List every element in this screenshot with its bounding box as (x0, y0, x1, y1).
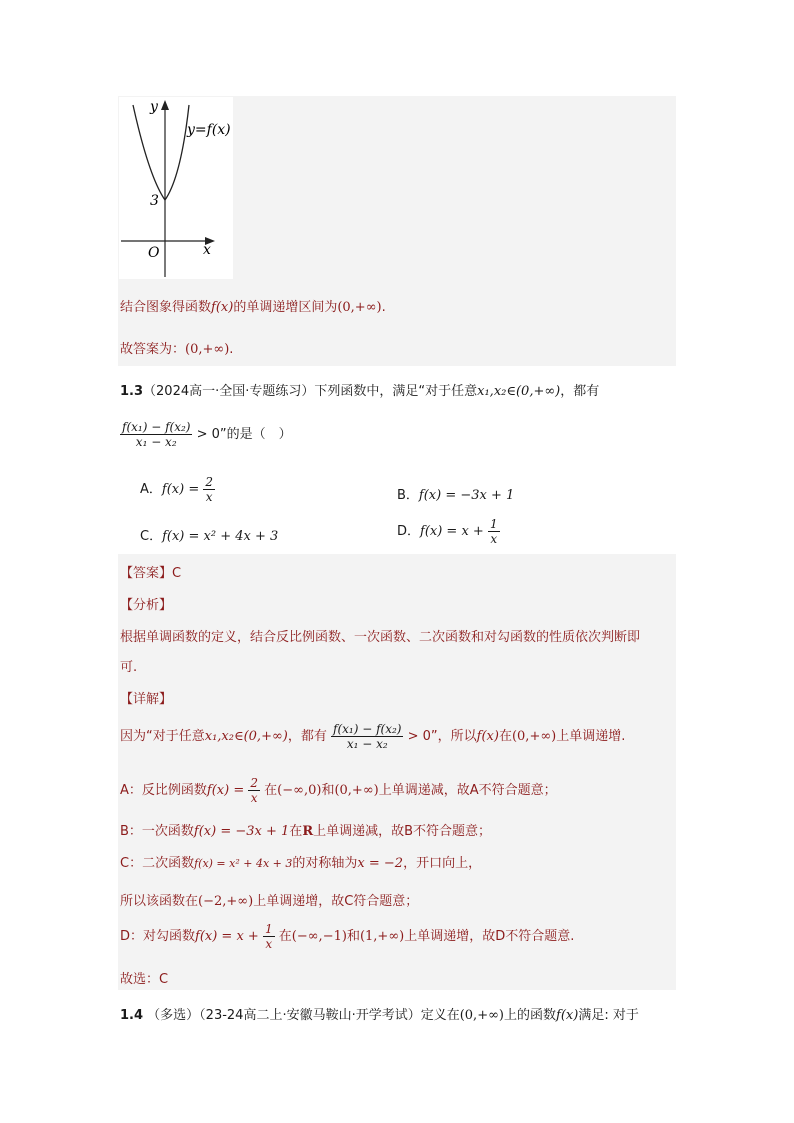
option-c-analysis-2: 所以该函数在(−2,+∞)上单调递增，故C符合题意； (120, 894, 419, 909)
y-label: y (150, 99, 158, 115)
option-b-analysis: B：一次函数f(x) = −3x + 1在R上单调递减，故B不符合题意； (120, 824, 492, 839)
option-d-analysis: D：对勾函数f(x) = x + $\frac{1}{x}$ 在(−∞,−1)和(1,+∞)上单调递增，故D不符合题意. (120, 922, 575, 951)
option-d[interactable]: D．f(x) = x + $\frac{1}{x}$ (397, 517, 498, 546)
detail-line: 因为“对于任意x₁,x₂∈(0,+∞)，都有 $\frac{\text{f(x₁) − f(x₂)}}{\text{x₁ − x₂}}$ > 0”，所以f(x)在(0,+∞)上单调递增. (120, 722, 626, 751)
detail-label: 【详解】 (120, 692, 173, 707)
q14-stem: 1.4 （多选）（23-24高二上·安徽马鞍山·开学考试）定义在(0,+∞)上的函数f(x)满足: 对于 (120, 1008, 639, 1023)
option-a[interactable]: A．f(x) = $\frac{2}{x}$ (140, 475, 213, 504)
curve-label: y=f(x) (187, 122, 231, 138)
analysis-line-2: 可. (120, 660, 138, 675)
analysis-label: 【分析】 (120, 598, 173, 613)
x-label: x (203, 242, 211, 258)
option-b[interactable]: B．f(x) = −3x + 1 (397, 488, 515, 503)
origin-label: O (148, 245, 160, 261)
analysis-line-1: 根据单调函数的定义，结合反比例函数、一次函数、二次函数和对勾函数的性质依次判断即 (120, 630, 641, 645)
prev-conclusion: 结合图象得函数f(x)的单调递增区间为(0,+∞). (120, 300, 386, 315)
option-a-analysis: A：反比例函数f(x) = $\frac{2}{x}$ 在(−∞,0)和(0,+∞)上单调递减，故A不符合题意； (120, 776, 557, 805)
q13-condition: $\frac{\text{f(x₁) − f(x₂)}}{\text{x₁ − x₂}}$ > 0”的是（ ） (122, 420, 292, 449)
choose-line: 故选：C (120, 972, 169, 987)
function-graph (119, 97, 233, 279)
prev-answer: 故答案为：(0,+∞). (120, 342, 234, 357)
option-c[interactable]: C．f(x) = x² + 4x + 3 (140, 529, 279, 544)
intercept-label: 3 (150, 193, 159, 209)
answer-label: 【答案】C (120, 566, 182, 581)
condition-fraction: $\frac{\text{f(x₁) − f(x₂)}}{\text{x₁ − x₂}}$ (122, 420, 191, 449)
q13-stem: 1.3（2024高一·全国·专题练习）下列函数中，满足“对于任意x₁,x₂∈(0,+∞)，都有 (120, 384, 600, 399)
option-c-analysis: C：二次函数f(x) = x² + 4x + 3的对称轴为x = −2，开口向上， (120, 856, 482, 871)
